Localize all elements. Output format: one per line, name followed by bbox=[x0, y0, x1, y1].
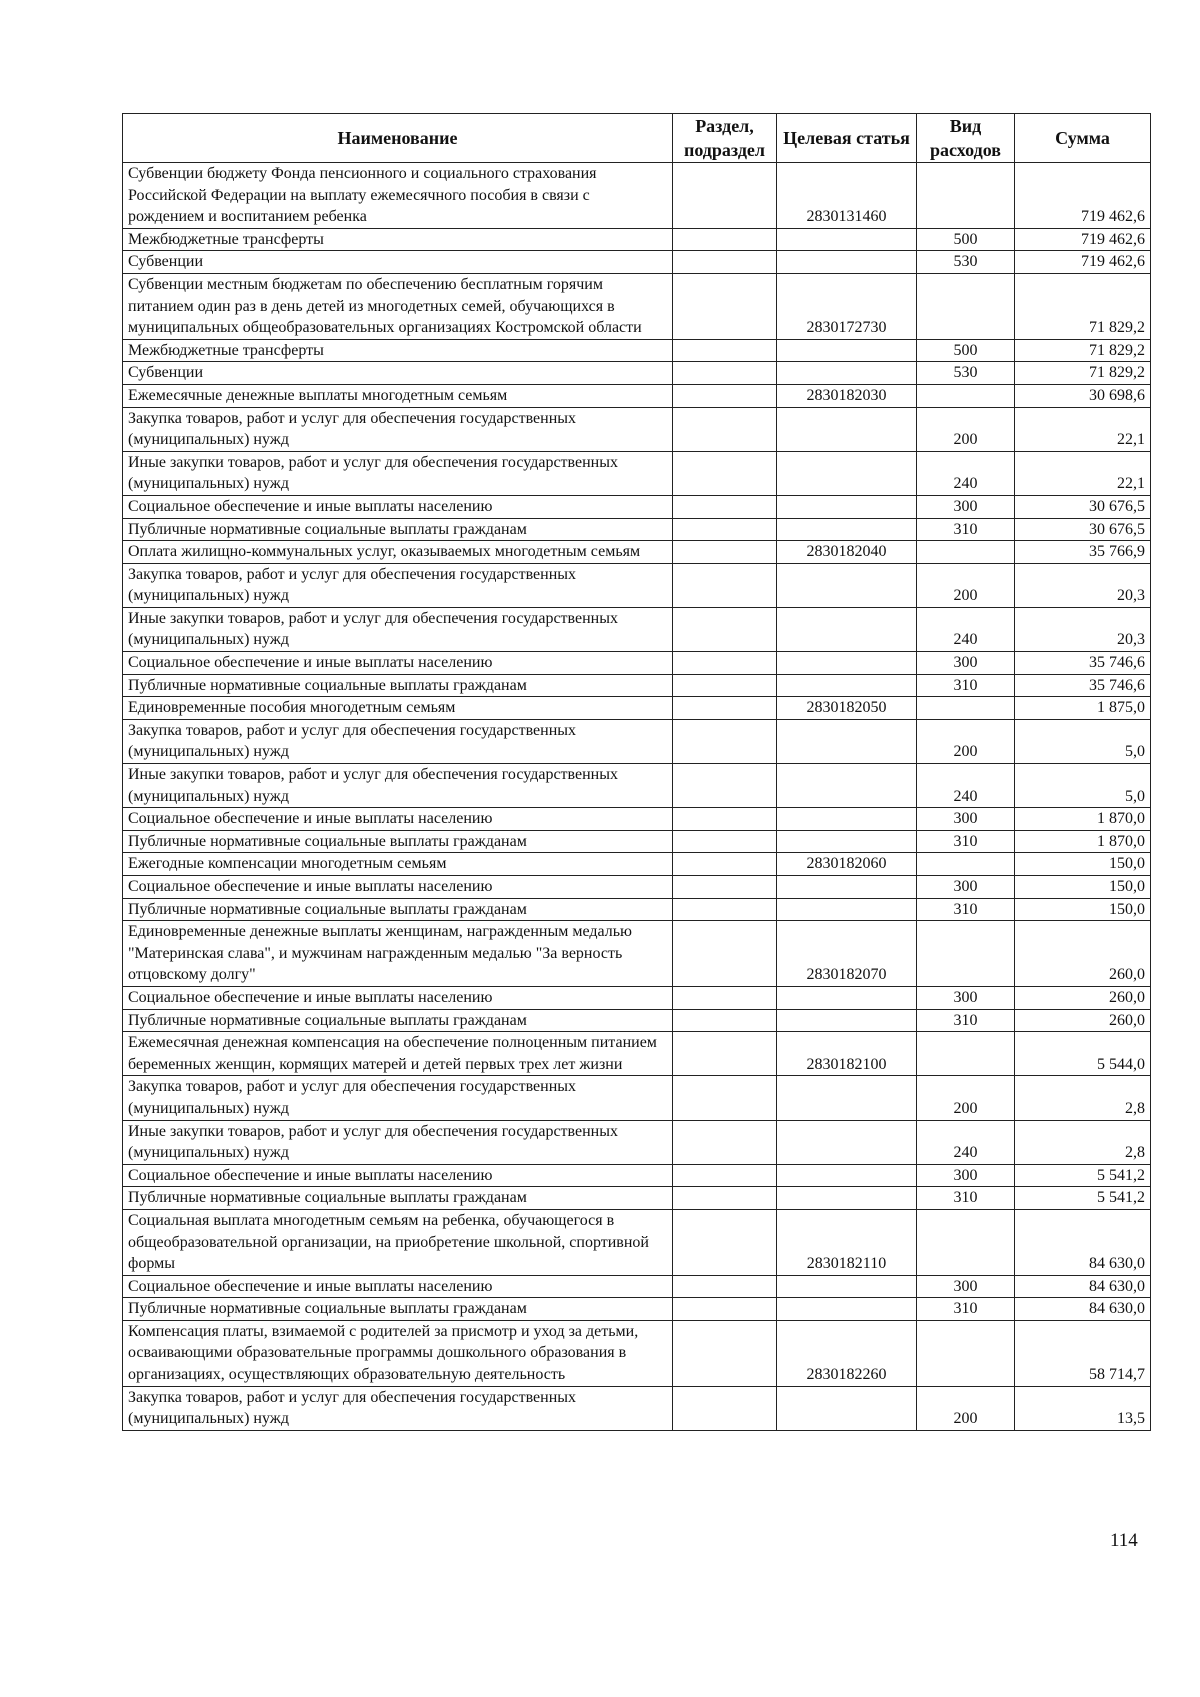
table-row bbox=[123, 1275, 1151, 1298]
table-row bbox=[123, 541, 1151, 564]
cell-name: Закупка товаров, работ и услуг для обеспечения государственных (муниципальных) нужд bbox=[123, 1386, 673, 1430]
cell-section bbox=[673, 384, 777, 407]
cell-type bbox=[917, 541, 1015, 564]
table-row bbox=[123, 986, 1151, 1009]
cell-section bbox=[673, 898, 777, 921]
cell-name: Иные закупки товаров, работ и услуг для обеспечения государственных (муниципальных) нужд bbox=[123, 764, 673, 808]
cell-type bbox=[917, 273, 1015, 339]
cell-section bbox=[673, 921, 777, 987]
cell-sum: 22,1 bbox=[1015, 451, 1151, 495]
cell-type bbox=[917, 384, 1015, 407]
cell-name: Межбюджетные трансферты bbox=[123, 339, 673, 362]
header-section: Раздел, подраздел bbox=[673, 114, 777, 163]
cell-sum: 35 746,6 bbox=[1015, 674, 1151, 697]
cell-sum: 84 630,0 bbox=[1015, 1275, 1151, 1298]
cell-sum: 5 544,0 bbox=[1015, 1032, 1151, 1076]
cell-target bbox=[777, 251, 917, 274]
cell-sum: 150,0 bbox=[1015, 876, 1151, 899]
cell-type: 310 bbox=[917, 1009, 1015, 1032]
cell-type: 310 bbox=[917, 898, 1015, 921]
cell-target: 2830182060 bbox=[777, 853, 917, 876]
cell-sum: 84 630,0 bbox=[1015, 1298, 1151, 1321]
cell-type bbox=[917, 853, 1015, 876]
cell-type: 240 bbox=[917, 451, 1015, 495]
cell-section bbox=[673, 876, 777, 899]
cell-name: Оплата жилищно-коммунальных услуг, оказываемых многодетным семьям bbox=[123, 541, 673, 564]
cell-target: 2830182100 bbox=[777, 1032, 917, 1076]
cell-sum: 5 541,2 bbox=[1015, 1187, 1151, 1210]
cell-target bbox=[777, 362, 917, 385]
table-row bbox=[123, 1120, 1151, 1164]
cell-section bbox=[673, 1298, 777, 1321]
table-row bbox=[123, 853, 1151, 876]
cell-sum: 5 541,2 bbox=[1015, 1164, 1151, 1187]
cell-type: 300 bbox=[917, 495, 1015, 518]
cell-name: Ежегодные компенсации многодетным семьям bbox=[123, 853, 673, 876]
table-row bbox=[123, 495, 1151, 518]
cell-type: 300 bbox=[917, 876, 1015, 899]
table-row bbox=[123, 1187, 1151, 1210]
cell-sum: 260,0 bbox=[1015, 986, 1151, 1009]
table-row bbox=[123, 228, 1151, 251]
cell-name: Субвенции местным бюджетам по обеспечению бесплатным горячим питанием один раз в день детей из многодетных семей, обучающихся в муниципальных общеобразовательных организациях Костромской области bbox=[123, 273, 673, 339]
cell-target bbox=[777, 808, 917, 831]
cell-name: Единовременные пособия многодетным семьям bbox=[123, 697, 673, 720]
table-row bbox=[123, 163, 1151, 229]
cell-target: 2830172730 bbox=[777, 273, 917, 339]
cell-sum: 1 870,0 bbox=[1015, 808, 1151, 831]
cell-name: Социальное обеспечение и иные выплаты населению bbox=[123, 986, 673, 1009]
cell-name: Компенсация платы, взимаемой с родителей за присмотр и уход за детьми, осваивающими образовательные программы дошкольного образования в организациях, осуществляющих образовательную деятельность bbox=[123, 1320, 673, 1386]
cell-name: Ежемесячная денежная компенсация на обеспечение полноценным питанием беременных женщин, кормящих матерей и детей первых трех лет жизни bbox=[123, 1032, 673, 1076]
cell-type: 240 bbox=[917, 1120, 1015, 1164]
table-row bbox=[123, 563, 1151, 607]
table-row bbox=[123, 652, 1151, 675]
table-row bbox=[123, 1320, 1151, 1386]
cell-type: 530 bbox=[917, 362, 1015, 385]
table-row bbox=[123, 1386, 1151, 1430]
cell-type: 530 bbox=[917, 251, 1015, 274]
cell-section bbox=[673, 1320, 777, 1386]
cell-sum: 30 676,5 bbox=[1015, 495, 1151, 518]
cell-target bbox=[777, 1298, 917, 1321]
table-row bbox=[123, 830, 1151, 853]
cell-type: 300 bbox=[917, 652, 1015, 675]
cell-section bbox=[673, 163, 777, 229]
cell-section bbox=[673, 1009, 777, 1032]
cell-sum: 1 870,0 bbox=[1015, 830, 1151, 853]
cell-sum: 719 462,6 bbox=[1015, 228, 1151, 251]
table-row bbox=[123, 362, 1151, 385]
cell-section bbox=[673, 1032, 777, 1076]
cell-target: 2830182110 bbox=[777, 1209, 917, 1275]
cell-type bbox=[917, 1032, 1015, 1076]
header-target: Целевая статья bbox=[777, 114, 917, 163]
cell-target bbox=[777, 830, 917, 853]
table-row bbox=[123, 697, 1151, 720]
cell-name: Закупка товаров, работ и услуг для обеспечения государственных (муниципальных) нужд bbox=[123, 719, 673, 763]
cell-target bbox=[777, 339, 917, 362]
cell-sum: 5,0 bbox=[1015, 719, 1151, 763]
cell-section bbox=[673, 407, 777, 451]
cell-target bbox=[777, 1386, 917, 1430]
cell-target bbox=[777, 407, 917, 451]
cell-sum: 260,0 bbox=[1015, 1009, 1151, 1032]
cell-name: Закупка товаров, работ и услуг для обеспечения государственных (муниципальных) нужд bbox=[123, 563, 673, 607]
cell-sum: 22,1 bbox=[1015, 407, 1151, 451]
cell-type: 310 bbox=[917, 674, 1015, 697]
cell-target bbox=[777, 719, 917, 763]
table-header-row bbox=[123, 114, 1151, 163]
table-row bbox=[123, 719, 1151, 763]
cell-sum: 719 462,6 bbox=[1015, 163, 1151, 229]
cell-section bbox=[673, 541, 777, 564]
cell-target bbox=[777, 1164, 917, 1187]
table-row bbox=[123, 273, 1151, 339]
cell-section bbox=[673, 339, 777, 362]
cell-sum: 71 829,2 bbox=[1015, 362, 1151, 385]
cell-section bbox=[673, 495, 777, 518]
cell-name: Публичные нормативные социальные выплаты гражданам bbox=[123, 898, 673, 921]
cell-type: 310 bbox=[917, 518, 1015, 541]
cell-type: 500 bbox=[917, 228, 1015, 251]
cell-target: 2830131460 bbox=[777, 163, 917, 229]
cell-target: 2830182070 bbox=[777, 921, 917, 987]
cell-name: Социальное обеспечение и иные выплаты населению bbox=[123, 1164, 673, 1187]
cell-sum: 2,8 bbox=[1015, 1120, 1151, 1164]
table-row bbox=[123, 1009, 1151, 1032]
cell-target bbox=[777, 1275, 917, 1298]
cell-section bbox=[673, 719, 777, 763]
table-row bbox=[123, 808, 1151, 831]
cell-name: Единовременные денежные выплаты женщинам, награжденным медалью "Материнская слава", и мужчинам награжденным медалью "За верность отцовскому долгу" bbox=[123, 921, 673, 987]
cell-target: 2830182030 bbox=[777, 384, 917, 407]
cell-sum: 2,8 bbox=[1015, 1076, 1151, 1120]
cell-target bbox=[777, 986, 917, 1009]
cell-name: Иные закупки товаров, работ и услуг для обеспечения государственных (муниципальных) нужд bbox=[123, 451, 673, 495]
table-row bbox=[123, 1164, 1151, 1187]
cell-name: Социальное обеспечение и иные выплаты населению bbox=[123, 1275, 673, 1298]
cell-type: 500 bbox=[917, 339, 1015, 362]
cell-section bbox=[673, 607, 777, 651]
cell-section bbox=[673, 853, 777, 876]
table-row bbox=[123, 1032, 1151, 1076]
cell-section bbox=[673, 1076, 777, 1120]
table-body bbox=[123, 163, 1151, 1431]
cell-type bbox=[917, 697, 1015, 720]
cell-target bbox=[777, 563, 917, 607]
cell-sum: 35 746,6 bbox=[1015, 652, 1151, 675]
cell-type: 300 bbox=[917, 986, 1015, 1009]
cell-type: 200 bbox=[917, 1076, 1015, 1120]
cell-type: 310 bbox=[917, 830, 1015, 853]
cell-name: Субвенции bbox=[123, 362, 673, 385]
cell-type: 240 bbox=[917, 764, 1015, 808]
budget-table bbox=[122, 113, 1151, 1431]
cell-name: Публичные нормативные социальные выплаты гражданам bbox=[123, 674, 673, 697]
cell-target: 2830182040 bbox=[777, 541, 917, 564]
cell-type bbox=[917, 163, 1015, 229]
cell-section bbox=[673, 1275, 777, 1298]
cell-sum: 13,5 bbox=[1015, 1386, 1151, 1430]
cell-type: 200 bbox=[917, 1386, 1015, 1430]
cell-target: 2830182260 bbox=[777, 1320, 917, 1386]
cell-type bbox=[917, 1209, 1015, 1275]
cell-name: Социальное обеспечение и иные выплаты населению bbox=[123, 652, 673, 675]
header-name: Наименование bbox=[123, 114, 673, 163]
cell-name: Социальное обеспечение и иные выплаты населению bbox=[123, 495, 673, 518]
cell-name: Закупка товаров, работ и услуг для обеспечения государственных (муниципальных) нужд bbox=[123, 1076, 673, 1120]
cell-target bbox=[777, 652, 917, 675]
table-row bbox=[123, 1076, 1151, 1120]
cell-name: Публичные нормативные социальные выплаты гражданам bbox=[123, 1009, 673, 1032]
cell-section bbox=[673, 808, 777, 831]
table-row bbox=[123, 898, 1151, 921]
cell-section bbox=[673, 362, 777, 385]
cell-type: 300 bbox=[917, 1164, 1015, 1187]
cell-section bbox=[673, 228, 777, 251]
cell-name: Публичные нормативные социальные выплаты гражданам bbox=[123, 1187, 673, 1210]
cell-sum: 260,0 bbox=[1015, 921, 1151, 987]
table-row bbox=[123, 1298, 1151, 1321]
cell-section bbox=[673, 1386, 777, 1430]
table-row bbox=[123, 876, 1151, 899]
cell-target bbox=[777, 764, 917, 808]
cell-type: 310 bbox=[917, 1187, 1015, 1210]
cell-sum: 20,3 bbox=[1015, 563, 1151, 607]
cell-sum: 71 829,2 bbox=[1015, 273, 1151, 339]
table-row bbox=[123, 674, 1151, 697]
cell-section bbox=[673, 273, 777, 339]
cell-target bbox=[777, 1187, 917, 1210]
cell-name: Публичные нормативные социальные выплаты гражданам bbox=[123, 518, 673, 541]
cell-name: Межбюджетные трансферты bbox=[123, 228, 673, 251]
cell-section bbox=[673, 563, 777, 607]
cell-target: 2830182050 bbox=[777, 697, 917, 720]
cell-type: 200 bbox=[917, 563, 1015, 607]
cell-target bbox=[777, 495, 917, 518]
cell-name: Публичные нормативные социальные выплаты гражданам bbox=[123, 1298, 673, 1321]
table-row bbox=[123, 764, 1151, 808]
cell-sum: 5,0 bbox=[1015, 764, 1151, 808]
cell-target bbox=[777, 674, 917, 697]
table-row bbox=[123, 921, 1151, 987]
cell-sum: 20,3 bbox=[1015, 607, 1151, 651]
cell-name: Ежемесячные денежные выплаты многодетным семьям bbox=[123, 384, 673, 407]
cell-target bbox=[777, 1009, 917, 1032]
cell-section bbox=[673, 1187, 777, 1210]
cell-section bbox=[673, 764, 777, 808]
cell-target bbox=[777, 518, 917, 541]
cell-name: Социальная выплата многодетным семьям на ребенка, обучающегося в общеобразовательной организации, на приобретение школьной, спортивной формы bbox=[123, 1209, 673, 1275]
cell-section bbox=[673, 1120, 777, 1164]
cell-name: Публичные нормативные социальные выплаты гражданам bbox=[123, 830, 673, 853]
cell-target bbox=[777, 607, 917, 651]
cell-name: Иные закупки товаров, работ и услуг для обеспечения государственных (муниципальных) нужд bbox=[123, 1120, 673, 1164]
cell-section bbox=[673, 986, 777, 1009]
cell-target bbox=[777, 876, 917, 899]
cell-sum: 84 630,0 bbox=[1015, 1209, 1151, 1275]
cell-name: Социальное обеспечение и иные выплаты населению bbox=[123, 876, 673, 899]
cell-sum: 150,0 bbox=[1015, 898, 1151, 921]
cell-name: Субвенции бюджету Фонда пенсионного и социального страхования Российской Федерации на выплату ежемесячного пособия в связи с рождением и воспитанием ребенка bbox=[123, 163, 673, 229]
cell-type: 300 bbox=[917, 1275, 1015, 1298]
cell-name: Субвенции bbox=[123, 251, 673, 274]
table-row bbox=[123, 251, 1151, 274]
cell-section bbox=[673, 518, 777, 541]
cell-type: 310 bbox=[917, 1298, 1015, 1321]
cell-section bbox=[673, 830, 777, 853]
cell-sum: 30 698,6 bbox=[1015, 384, 1151, 407]
page-number: 114 bbox=[1110, 1530, 1138, 1551]
cell-section bbox=[673, 251, 777, 274]
header-sum: Сумма bbox=[1015, 114, 1151, 163]
cell-name: Иные закупки товаров, работ и услуг для обеспечения государственных (муниципальных) нужд bbox=[123, 607, 673, 651]
cell-name: Закупка товаров, работ и услуг для обеспечения государственных (муниципальных) нужд bbox=[123, 407, 673, 451]
cell-target bbox=[777, 451, 917, 495]
cell-sum: 71 829,2 bbox=[1015, 339, 1151, 362]
cell-type: 300 bbox=[917, 808, 1015, 831]
cell-section bbox=[673, 1209, 777, 1275]
cell-type: 240 bbox=[917, 607, 1015, 651]
cell-target bbox=[777, 898, 917, 921]
cell-sum: 150,0 bbox=[1015, 853, 1151, 876]
table-row bbox=[123, 607, 1151, 651]
cell-sum: 35 766,9 bbox=[1015, 541, 1151, 564]
cell-target bbox=[777, 1120, 917, 1164]
cell-section bbox=[673, 697, 777, 720]
table-row bbox=[123, 1209, 1151, 1275]
cell-sum: 719 462,6 bbox=[1015, 251, 1151, 274]
cell-type: 200 bbox=[917, 719, 1015, 763]
table-row bbox=[123, 339, 1151, 362]
table-row bbox=[123, 451, 1151, 495]
header-type: Вид расходов bbox=[917, 114, 1015, 163]
cell-sum: 58 714,7 bbox=[1015, 1320, 1151, 1386]
cell-section bbox=[673, 674, 777, 697]
cell-target bbox=[777, 228, 917, 251]
cell-type bbox=[917, 921, 1015, 987]
cell-section bbox=[673, 1164, 777, 1187]
cell-name: Социальное обеспечение и иные выплаты населению bbox=[123, 808, 673, 831]
cell-sum: 1 875,0 bbox=[1015, 697, 1151, 720]
cell-section bbox=[673, 451, 777, 495]
table-row bbox=[123, 384, 1151, 407]
cell-type: 200 bbox=[917, 407, 1015, 451]
cell-sum: 30 676,5 bbox=[1015, 518, 1151, 541]
cell-section bbox=[673, 652, 777, 675]
table-row bbox=[123, 407, 1151, 451]
table-row bbox=[123, 518, 1151, 541]
cell-type bbox=[917, 1320, 1015, 1386]
cell-target bbox=[777, 1076, 917, 1120]
